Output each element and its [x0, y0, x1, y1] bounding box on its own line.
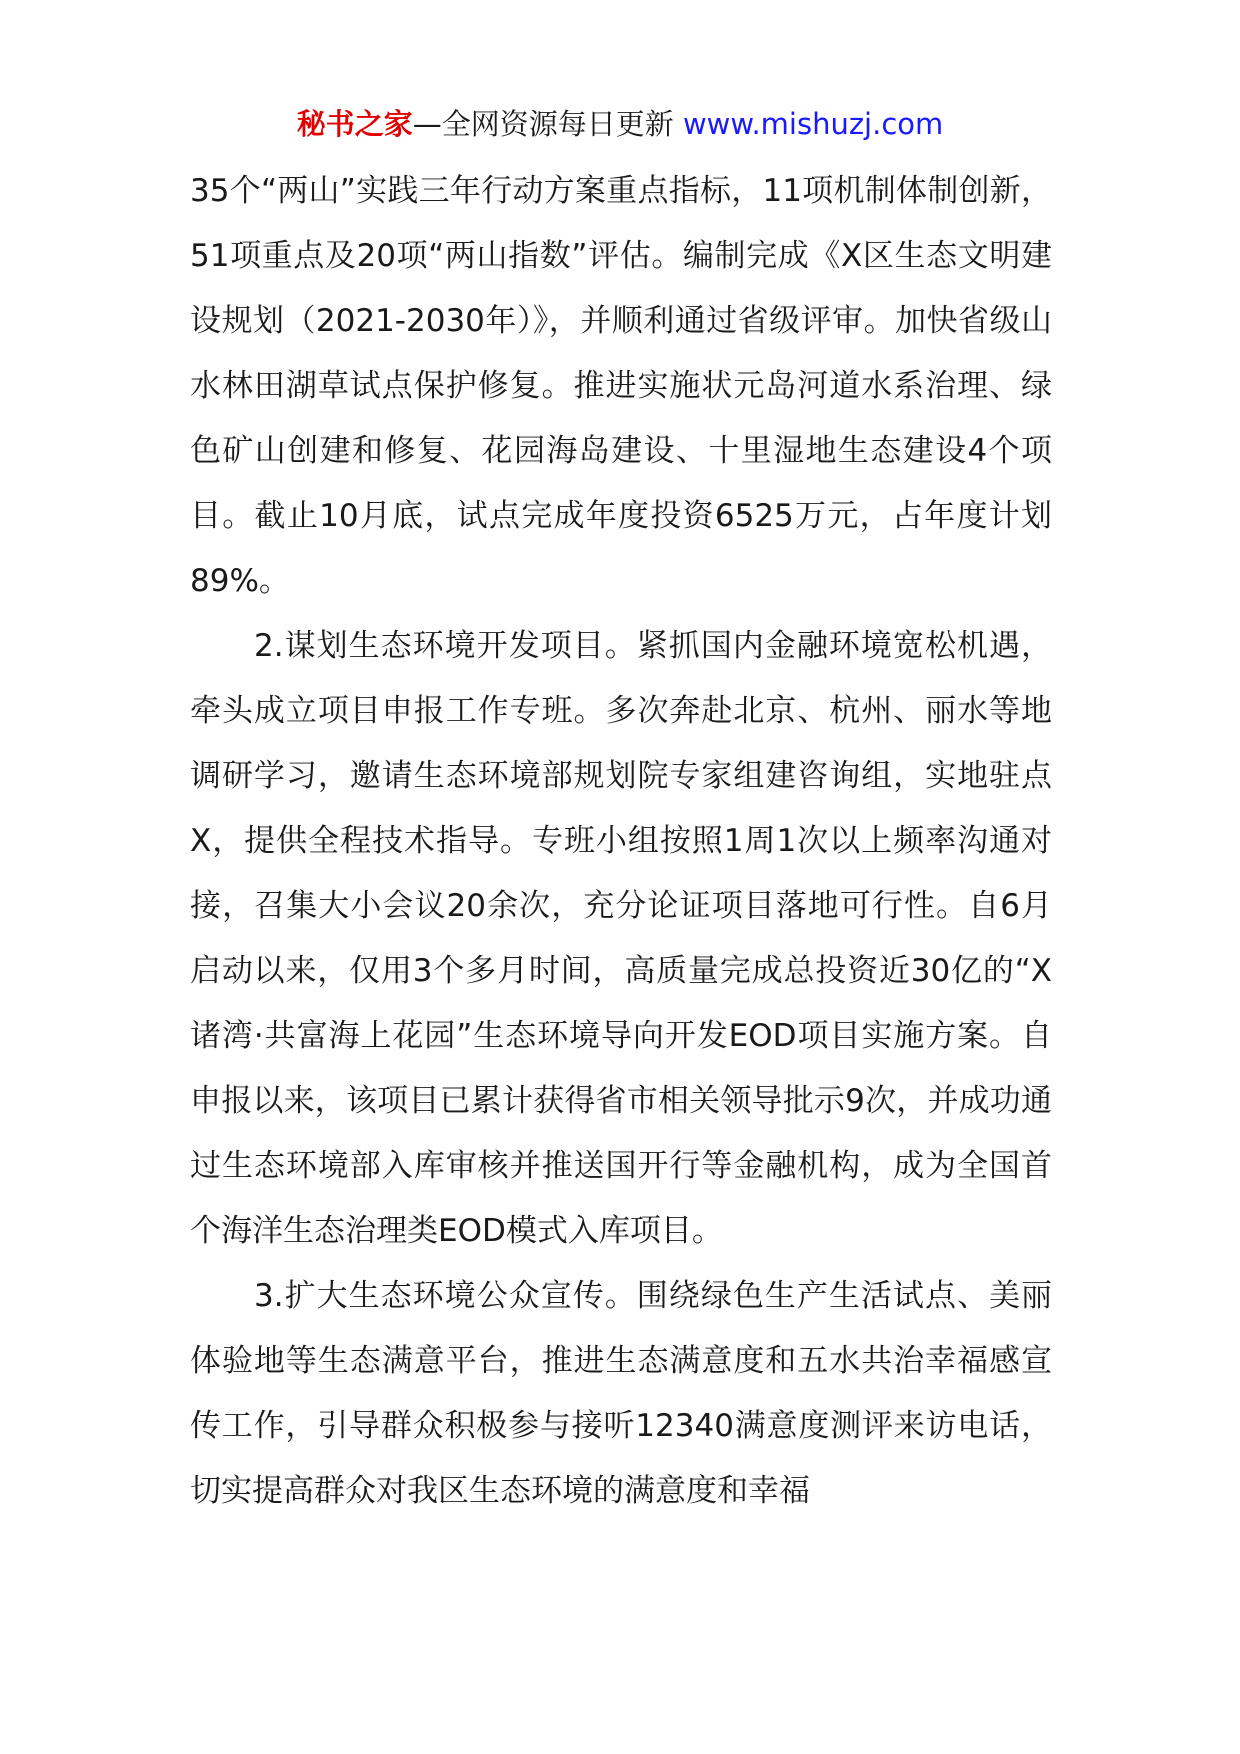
site-url[interactable]: www.mishuzj.com: [682, 107, 944, 141]
paragraph-publicity: 3.扩大生态环境公众宣传。围绕绿色生产生活试点、美丽体验地等生态满意平台，推进生态满意度和五水共治幸福感宣传工作，引导群众积极参与接听12340满意度测评来访电话，切实提高群众对我区生态环境的满意度和幸福: [190, 1278, 1052, 1509]
site-header: [0, 104, 1240, 144]
paragraph-eod-project: 2.谋划生态环境开发项目。紧抓国内金融环境宽松机遇，牵头成立项目申报工作专班。多次奔赴北京、杭州、丽水等地调研学习，邀请生态环境部规划院专家组建咨询组，实地驻点X，提供全程技术指导。专班小组按照1周1次以上频率沟通对接，召集大小会议20余次，充分论证项目落地可行性。自6月启动以来，仅用3个多月时间，高质量完成总投资近30亿的“X诸湾·共富海上花园”生态环境导向开发EOD项目实施方案。自申报以来，该项目已累计获得省市相关领导批示9次，并成功通过生态环境部入库审核并推送国开行等金融机构，成为全国首个海洋生态治理类EOD模式入库项目。: [190, 628, 1052, 1249]
brand-name: 秘书之家: [296, 107, 413, 141]
header-tagline: —全网资源每日更新: [412, 107, 674, 141]
paragraph-continued: 35个“两山”实践三年行动方案重点指标，11项机制体制创新，51项重点及20项“两山指数”评估。编制完成《X区生态文明建设规划（2021-2030年）》，并顺利通过省级评审。加快省级山水林田湖草试点保护修复。推进实施状元岛河道水系治理、绿色矿山创建和修复、花园海岛建设、十里湿地生态建设4个项目。截止10月底，试点完成年度投资6525万元，占年度计划89%。: [190, 173, 1052, 599]
document-body: [190, 159, 1052, 1524]
